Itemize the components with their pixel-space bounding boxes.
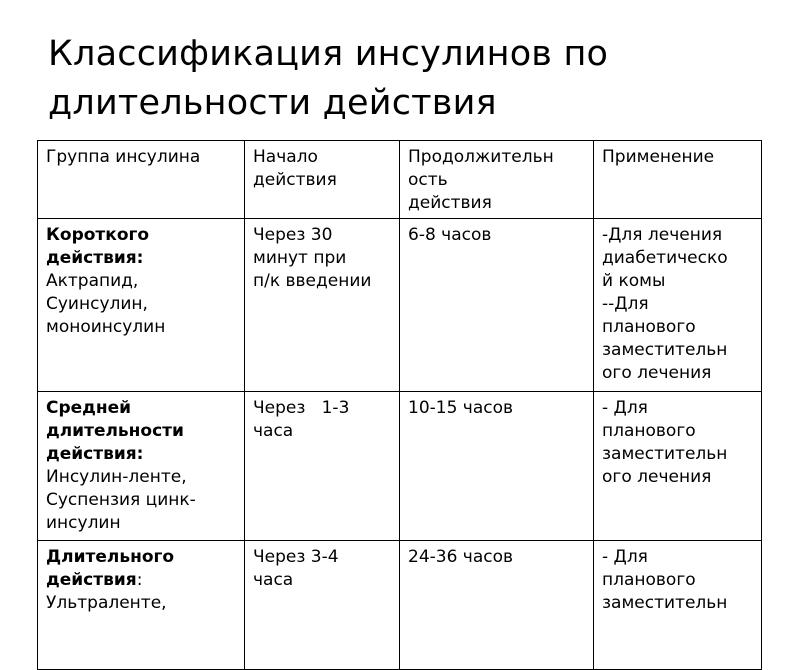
cell-text: п/к введении	[253, 271, 372, 291]
group-title: действия:	[46, 248, 144, 268]
cell-text: заместительн	[602, 593, 728, 613]
cell-text: планового	[602, 570, 696, 590]
cell-duration	[400, 219, 594, 392]
cell-onset	[245, 541, 400, 670]
cell-text: минут при	[253, 248, 347, 268]
table-row-intermediate-acting	[38, 392, 762, 541]
cell-text: - Для	[602, 398, 648, 418]
group-item: моноинсулин	[46, 317, 166, 337]
slide-title-line-2: длительности действия	[48, 83, 497, 123]
cell-text: --Для	[602, 294, 649, 314]
cell-text: - Для	[602, 547, 648, 567]
group-item: Актрапид,	[46, 271, 139, 291]
header-text: Применение	[602, 147, 715, 167]
header-text: Начало	[253, 147, 318, 167]
cell-text: ого лечения	[602, 467, 712, 487]
group-title: действия	[46, 570, 137, 590]
cell-usage	[594, 541, 762, 670]
group-item: Ультраленте,	[46, 593, 167, 613]
cell-usage	[594, 219, 762, 392]
group-item: Инсулин-ленте,	[46, 467, 187, 487]
cell-text: планового	[602, 317, 696, 337]
group-title: длительности	[46, 421, 184, 441]
header-duration	[400, 141, 594, 219]
group-title: Короткого	[46, 225, 150, 245]
cell-text: часа	[253, 421, 294, 441]
cell-duration	[400, 392, 594, 541]
cell-usage	[594, 392, 762, 541]
header-text: Продолжительн	[408, 147, 554, 167]
cell-duration	[400, 541, 594, 670]
cell-text: Через 30	[253, 225, 333, 245]
group-title: Средней	[46, 398, 132, 418]
header-onset	[245, 141, 400, 219]
cell-onset	[245, 392, 400, 541]
cell-text: Через 3-4	[253, 547, 339, 567]
slide-title	[48, 30, 768, 128]
cell-text: й комы	[602, 271, 666, 291]
group-item: Суспензия цинк-	[46, 490, 196, 510]
insulin-classification-table	[37, 140, 762, 670]
group-item: Суинсулин,	[46, 294, 148, 314]
header-usage	[594, 141, 762, 219]
group-title: Длительного	[46, 547, 175, 567]
cell-text: диабетическо	[602, 248, 728, 268]
cell-text: часа	[253, 570, 294, 590]
cell-text: планового	[602, 421, 696, 441]
cell-group	[38, 541, 245, 670]
cell-onset	[245, 219, 400, 392]
group-title-suffix: :	[136, 570, 143, 590]
cell-text: ого лечения	[602, 363, 712, 383]
group-item: инсулин	[46, 513, 121, 533]
header-text: действия	[408, 193, 492, 213]
cell-text: 10-15 часов	[408, 398, 514, 418]
cell-text: Через 1-3	[253, 398, 350, 418]
group-title-wrap	[46, 569, 236, 592]
group-title: действия:	[46, 444, 144, 464]
header-text: Группа инсулина	[46, 147, 201, 167]
header-text: ость	[408, 170, 448, 190]
cell-text: заместительн	[602, 444, 728, 464]
table-row-short-acting	[38, 219, 762, 392]
header-group	[38, 141, 245, 219]
slide-title-line-1: Классификация инсулинов по	[48, 34, 609, 74]
cell-text: заместительн	[602, 340, 728, 360]
cell-text: 6-8 часов	[408, 225, 492, 245]
table-row-long-acting	[38, 541, 762, 670]
cell-group	[38, 219, 245, 392]
cell-text: -Для лечения	[602, 225, 723, 245]
table-header-row	[38, 141, 762, 219]
cell-group	[38, 392, 245, 541]
cell-text: 24-36 часов	[408, 547, 514, 567]
header-text: действия	[253, 170, 337, 190]
